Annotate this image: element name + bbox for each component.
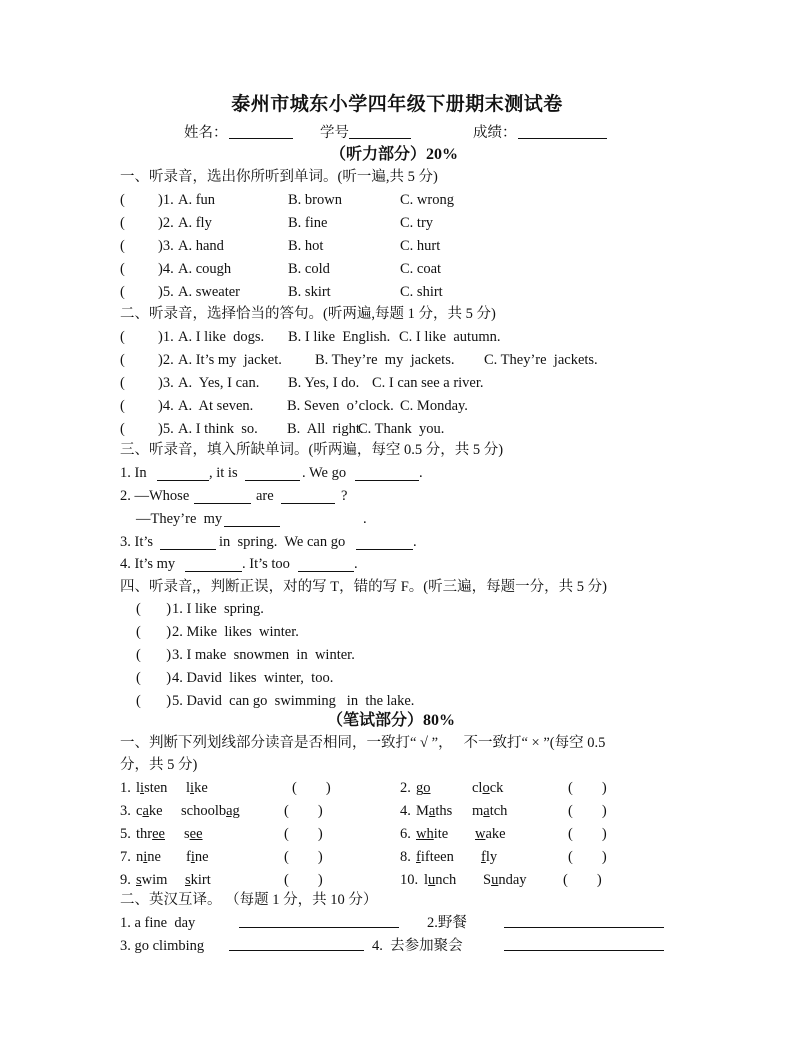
word-part: l — [136, 780, 141, 796]
word-part: nch — [435, 872, 457, 888]
answer-paren[interactable]: ( — [120, 398, 125, 414]
word-part: ths — [435, 803, 453, 819]
written-s1-heading: 一、判断下列划线部分读音是否相同，一致打“ √ ”， 不一致打“ × ”(每空 0.5 — [120, 735, 606, 751]
underlined-part: ee — [189, 826, 203, 842]
answer-paren[interactable]: ( ) — [563, 872, 602, 888]
underlined-part: i — [143, 849, 148, 865]
item-number: 5. — [120, 826, 131, 842]
word-part: l — [186, 780, 191, 796]
s3-line2-c: ? — [341, 488, 348, 504]
underlined-part: u — [491, 872, 499, 888]
answer-paren[interactable]: ( ) — [568, 826, 607, 842]
answer-paren[interactable]: ( ) — [568, 849, 607, 865]
written-part-title: （笔试部分）80% — [327, 712, 456, 729]
word-1 — [136, 848, 161, 866]
word-part: ifteen — [420, 849, 454, 865]
item-number: 3. — [120, 803, 131, 819]
word-part: f — [186, 849, 191, 865]
listening-s1-heading: 一、听录音，选出你所听到单词。(听一遍,共 5 分) — [120, 169, 438, 185]
word-2 — [483, 871, 527, 889]
underlined-part: wh — [416, 826, 434, 842]
translate-answer-line[interactable] — [504, 936, 664, 951]
option-b[interactable]: B. Seven o’clock. — [287, 398, 394, 414]
answer-paren[interactable]: ( ) — [136, 624, 172, 640]
answer-paren[interactable]: ( — [120, 329, 125, 345]
answer-paren[interactable]: ( — [120, 421, 125, 437]
word-part: g — [416, 780, 424, 796]
option-a[interactable]: A. I like dogs. — [178, 329, 265, 345]
s3-line2-a: 2. —Whose — [120, 488, 190, 504]
option-c[interactable]: C. wrong — [400, 192, 454, 208]
underlined-part: ee — [152, 826, 165, 842]
underlined-part: u — [428, 872, 436, 888]
option-c[interactable]: C. shirt — [400, 284, 443, 300]
item-number: 6. — [400, 826, 411, 842]
word-1 — [416, 825, 448, 843]
word-2 — [481, 848, 497, 866]
s3-line3-b: in spring. We can go — [219, 534, 346, 550]
word-1 — [136, 825, 165, 843]
answer-paren[interactable]: ( ) — [284, 803, 323, 819]
s3-blank[interactable] — [185, 557, 242, 572]
s3-blank[interactable] — [194, 489, 251, 504]
option-a[interactable]: A. I think so. — [178, 421, 258, 437]
question-number: )5. — [158, 421, 174, 437]
underlined-part: i — [190, 849, 195, 865]
score-blank[interactable] — [518, 124, 607, 139]
answer-paren[interactable]: ( ) — [136, 670, 172, 686]
question-number: )4. — [158, 398, 174, 414]
option-c[interactable]: C. Monday. — [400, 398, 468, 414]
word-2 — [184, 825, 203, 843]
word-part: ck — [489, 780, 504, 796]
word-part: thr — [136, 826, 153, 842]
word-part: ne — [194, 849, 209, 865]
s3-line1-a: 1. In — [120, 465, 147, 481]
word-part: wim — [141, 872, 168, 888]
underlined-part: f — [416, 849, 421, 865]
s3-blank[interactable] — [157, 466, 209, 481]
word-part: l — [424, 872, 429, 888]
written-s1-heading-cont: 分，共 5 分) — [120, 757, 198, 773]
s3-blank[interactable] — [224, 512, 280, 527]
word-part: m — [472, 803, 484, 819]
option-b[interactable]: B. Yes, I do. — [288, 375, 360, 391]
s3-line2b-b: . — [363, 511, 367, 527]
word-part: nday — [498, 872, 527, 888]
word-part: M — [416, 803, 429, 819]
answer-paren[interactable]: ( — [120, 261, 125, 277]
underlined-part: ag — [226, 803, 240, 819]
answer-paren[interactable]: ( ) — [568, 780, 607, 796]
translate-answer-line[interactable] — [229, 936, 364, 951]
word-part: schoolb — [181, 803, 227, 819]
s3-blank[interactable] — [355, 466, 419, 481]
option-a[interactable]: A. It’s my jacket. — [178, 352, 282, 368]
s3-line2-b: are — [256, 488, 274, 504]
option-a[interactable]: A. cough — [178, 261, 232, 277]
item-number: 8. — [400, 849, 411, 865]
s3-line3-a: 3. It’s — [120, 534, 154, 550]
underlined-part: s — [185, 872, 191, 888]
word-1 — [416, 779, 431, 797]
s3-blank[interactable] — [160, 535, 216, 550]
s3-blank[interactable] — [281, 489, 335, 504]
answer-paren[interactable]: ( — [120, 352, 125, 368]
word-part: s — [184, 826, 190, 842]
underlined-part: a — [142, 803, 149, 819]
option-a[interactable]: A. Yes, I can. — [178, 375, 260, 391]
word-1 — [416, 848, 454, 866]
s3-blank[interactable] — [298, 557, 354, 572]
option-a[interactable]: A. hand — [178, 238, 224, 254]
word-1 — [136, 802, 163, 820]
id-blank[interactable] — [349, 124, 411, 139]
option-b[interactable]: B. They’re my jackets. — [315, 352, 455, 368]
word-2 — [475, 825, 506, 843]
option-c[interactable]: C. I like autumn. — [399, 329, 501, 345]
word-1 — [136, 871, 167, 889]
s3-line1-c: . We go — [302, 465, 347, 481]
translate-answer-line[interactable] — [504, 913, 664, 928]
word-part: n — [136, 849, 144, 865]
question-number: )1. — [158, 192, 174, 208]
underlined-part: o — [482, 780, 490, 796]
s3-line2b-a: —They’re my — [136, 511, 223, 527]
translate-item-4: 4. 去参加聚会 — [372, 938, 463, 954]
statement: 2. Mike likes winter. — [172, 624, 299, 640]
s3-line1-b: , it is — [209, 465, 238, 481]
word-part: ke — [148, 803, 163, 819]
option-b[interactable]: B. cold — [288, 261, 330, 277]
underlined-part: i — [140, 780, 145, 796]
underlined-part: i — [190, 780, 195, 796]
s3-line1-d: . — [419, 465, 423, 481]
answer-paren[interactable]: ( — [120, 215, 125, 231]
word-part: ke — [194, 780, 208, 796]
s3-blank[interactable] — [245, 466, 300, 481]
answer-paren[interactable]: ( ) — [136, 693, 172, 709]
answer-paren[interactable]: ( ) — [568, 803, 607, 819]
listening-part-title: （听力部分）20% — [330, 146, 459, 163]
underlined-part: w — [475, 826, 486, 842]
item-number: 2. — [400, 780, 411, 796]
word-2 — [186, 848, 209, 866]
option-b[interactable]: B. hot — [288, 238, 324, 254]
s3-line4-a: 4. It’s my — [120, 556, 176, 572]
answer-paren[interactable]: ( — [120, 284, 125, 300]
option-a[interactable]: A. sweater — [178, 284, 241, 300]
s3-line3-c: . — [413, 534, 417, 550]
word-part: c — [136, 803, 143, 819]
statement: 4. David likes winter, too. — [172, 670, 334, 686]
word-part: sten — [144, 780, 168, 796]
id-label: 学号 — [320, 125, 349, 141]
exam-title: 泰州市城东小学四年级下册期末测试卷 — [231, 94, 563, 115]
option-b[interactable]: B. brown — [288, 192, 342, 208]
option-c[interactable]: C. They’re jackets. — [484, 352, 598, 368]
option-c[interactable]: C. try — [400, 215, 434, 231]
s3-blank[interactable] — [356, 535, 413, 550]
answer-paren[interactable]: ( ) — [136, 647, 172, 663]
word-part: cl — [472, 780, 483, 796]
option-a[interactable]: A. At seven. — [178, 398, 254, 414]
answer-paren[interactable]: ( ) — [284, 872, 323, 888]
option-c[interactable]: C. Thank you. — [358, 421, 445, 437]
word-part: ake — [485, 826, 506, 842]
word-part: ite — [433, 826, 449, 842]
translate-item-3: 3. go climbing — [120, 938, 205, 954]
option-b[interactable]: B. skirt — [288, 284, 331, 300]
underlined-part: a — [483, 803, 490, 819]
word-part: kirt — [190, 872, 211, 888]
word-part: tch — [489, 803, 508, 819]
translate-item-2: 2.野餐 — [427, 915, 467, 931]
answer-paren[interactable]: ( ) — [136, 601, 172, 617]
word-2 — [186, 779, 208, 797]
underlined-part: a — [428, 803, 436, 819]
word-1 — [416, 802, 452, 820]
word-1 — [424, 871, 456, 889]
option-c[interactable]: C. I can see a river. — [372, 375, 484, 391]
word-part: ly — [485, 849, 498, 865]
answer-paren[interactable]: ( — [120, 375, 125, 391]
option-a[interactable]: A. fly — [178, 215, 212, 231]
s3-line4-b: . It’s too — [242, 556, 290, 572]
question-number: )3. — [158, 238, 174, 254]
option-c[interactable]: C. coat — [400, 261, 442, 277]
answer-paren[interactable]: ( ) — [284, 826, 323, 842]
option-a[interactable]: A. fun — [178, 192, 216, 208]
question-number: )5. — [158, 284, 174, 300]
option-b[interactable]: B. All right. — [287, 421, 364, 437]
underlined-part: o — [423, 780, 431, 796]
item-number: 7. — [120, 849, 131, 865]
translate-answer-line[interactable] — [239, 913, 399, 928]
question-number: )2. — [158, 352, 174, 368]
underlined-part: f — [481, 849, 486, 865]
word-2 — [472, 802, 507, 820]
listening-s4-heading: 四、听录音,，判断正误，对的写 T，错的写 F。(听三遍，每题一分，共 5 分) — [120, 579, 607, 595]
option-b[interactable]: B. I like English. — [288, 329, 391, 345]
option-b[interactable]: B. fine — [288, 215, 328, 231]
question-number: )3. — [158, 375, 174, 391]
underlined-part: s — [136, 872, 142, 888]
word-1 — [136, 779, 167, 797]
statement: 1. I like spring. — [172, 601, 264, 617]
question-number: )1. — [158, 329, 174, 345]
word-part: S — [483, 872, 492, 888]
answer-paren[interactable]: ( — [120, 192, 125, 208]
word-2 — [472, 779, 503, 797]
score-label: 成绩： — [473, 125, 517, 141]
answer-paren[interactable]: ( — [120, 238, 125, 254]
answer-paren[interactable]: ( ) — [292, 780, 331, 796]
listening-s3-heading: 三、听录音，填入所缺单词。(听两遍，每空 0.5 分，共 5 分) — [120, 442, 504, 458]
question-number: )4. — [158, 261, 174, 277]
name-blank[interactable] — [229, 124, 293, 139]
word-2 — [185, 871, 211, 889]
item-number: 4. — [400, 803, 411, 819]
option-c[interactable]: C. hurt — [400, 238, 441, 254]
word-2 — [181, 802, 240, 820]
s3-line4-c: . — [354, 556, 358, 572]
item-number: 9. — [120, 872, 131, 888]
statement: 5. David can go swimming in the lake. — [172, 693, 415, 709]
question-number: )2. — [158, 215, 174, 231]
item-number: 1. — [120, 780, 131, 796]
word-part: ne — [147, 849, 161, 865]
name-label: 姓名： — [184, 125, 228, 141]
listening-s2-heading: 二、听录音，选择恰当的答句。(听两遍,每题 1 分，共 5 分) — [120, 306, 496, 322]
answer-paren[interactable]: ( ) — [284, 849, 323, 865]
item-number: 10. — [400, 872, 419, 888]
statement: 3. I make snowmen in winter. — [172, 647, 355, 663]
translate-item-1: 1. a fine day — [120, 915, 196, 931]
written-s2-heading: 二、英汉互译。 （每题 1 分，共 10 分） — [120, 892, 378, 908]
